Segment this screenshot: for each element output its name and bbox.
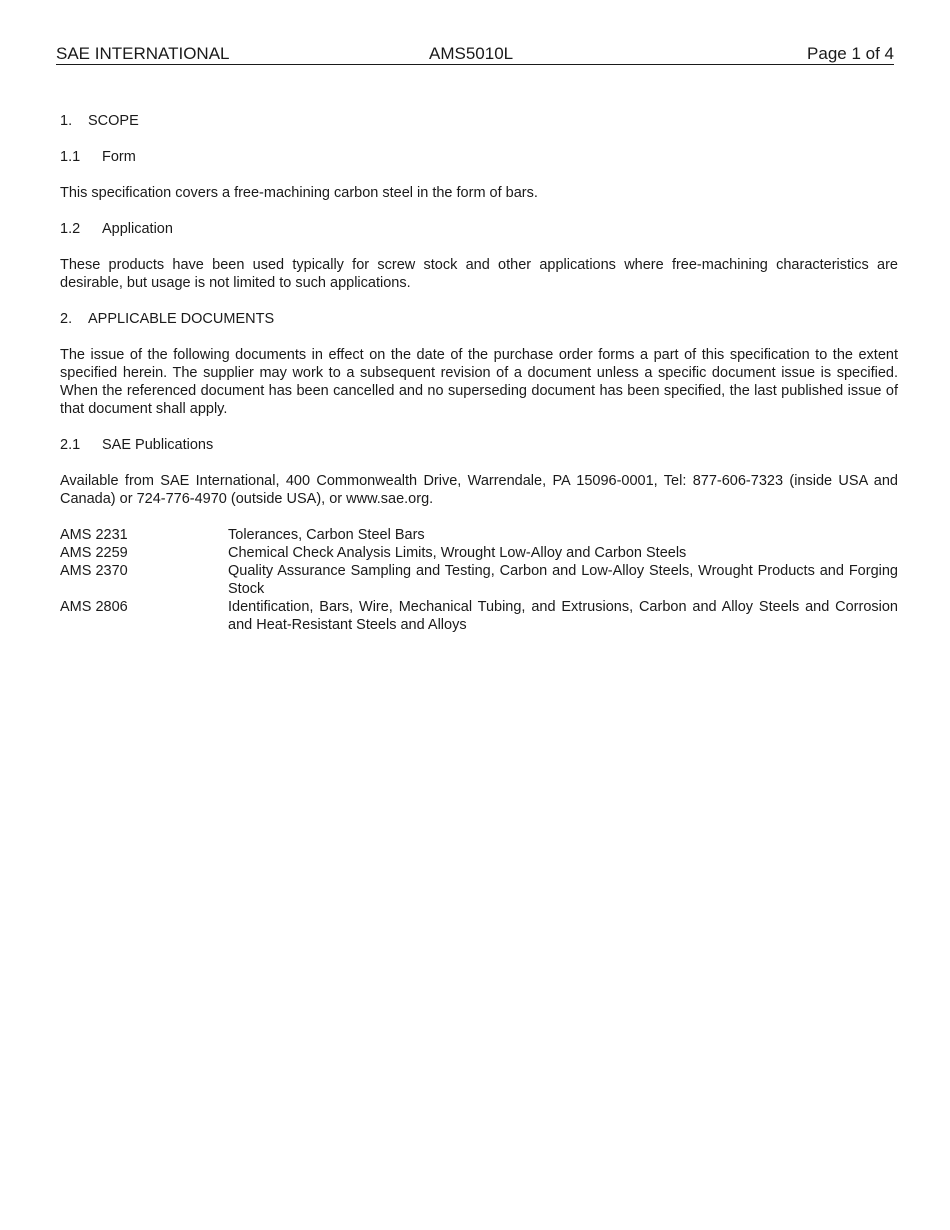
section-2-heading [60, 310, 898, 328]
section-1-1-heading [60, 148, 898, 166]
section-1-heading [60, 112, 898, 130]
section-number: 1.2 [60, 221, 81, 237]
section-2-text: The issue of the following documents in effect on the date of the purchase order forms a part of this specification to the extent specified herein. The supplier may work to a subsequent revision of a document unless a specific document issue is specified. When the referenced document has been cancelled and no superseding document has been specified, the last published issue of that document shall apply. [60, 347, 898, 417]
section-number: 1.1 [60, 149, 81, 165]
section-title: Form [102, 149, 136, 165]
header-page-number: Page 1 of 4 [807, 44, 894, 63]
document-title: Tolerances, Carbon Steel Bars [228, 527, 425, 543]
header-organization: SAE INTERNATIONAL [56, 44, 230, 63]
section-title: APPLICABLE DOCUMENTS [88, 311, 275, 327]
section-2-1-heading [60, 436, 898, 454]
document-title: Quality Assurance Sampling and Testing, Carbon and Low-Alloy Steels, Wrought Products and Forging Stock [228, 563, 898, 597]
section-number: 2. [60, 311, 73, 327]
section-number: 1. [60, 113, 73, 129]
document-id: AMS 2231 [60, 527, 128, 543]
document-body [60, 112, 898, 634]
table-row [60, 598, 898, 634]
table-row [60, 562, 898, 598]
header-document-number: AMS5010L [429, 44, 514, 63]
table-row [60, 526, 898, 544]
page-header [56, 44, 894, 65]
document-id: AMS 2370 [60, 563, 128, 579]
section-number: 2.1 [60, 437, 81, 453]
reference-documents-table [60, 526, 898, 634]
section-title: SAE Publications [102, 437, 214, 453]
section-title: Application [102, 221, 173, 237]
section-1-2-text: These products have been used typically for screw stock and other applications where free-machining characteristics are desirable, but usage is not limited to such applications. [60, 257, 898, 291]
section-2-1-text: Available from SAE International, 400 Commonwealth Drive, Warrendale, PA 15096-0001, Tel: 877-606-7323 (inside USA and Canada) or 724-776-4970 (outside USA), or www.sae.org. [60, 473, 898, 507]
section-1-1-text: This specification covers a free-machining carbon steel in the form of bars. [60, 185, 538, 201]
document-title: Chemical Check Analysis Limits, Wrought Low-Alloy and Carbon Steels [228, 545, 687, 561]
document-id: AMS 2259 [60, 545, 128, 561]
document-title: Identification, Bars, Wire, Mechanical Tubing, and Extrusions, Carbon and Alloy Steels and Corrosion and Heat-Resistant Steels and Alloys [228, 599, 898, 633]
section-title: SCOPE [88, 113, 139, 129]
section-1-2-heading [60, 220, 898, 238]
document-id: AMS 2806 [60, 599, 128, 615]
table-row [60, 544, 898, 562]
